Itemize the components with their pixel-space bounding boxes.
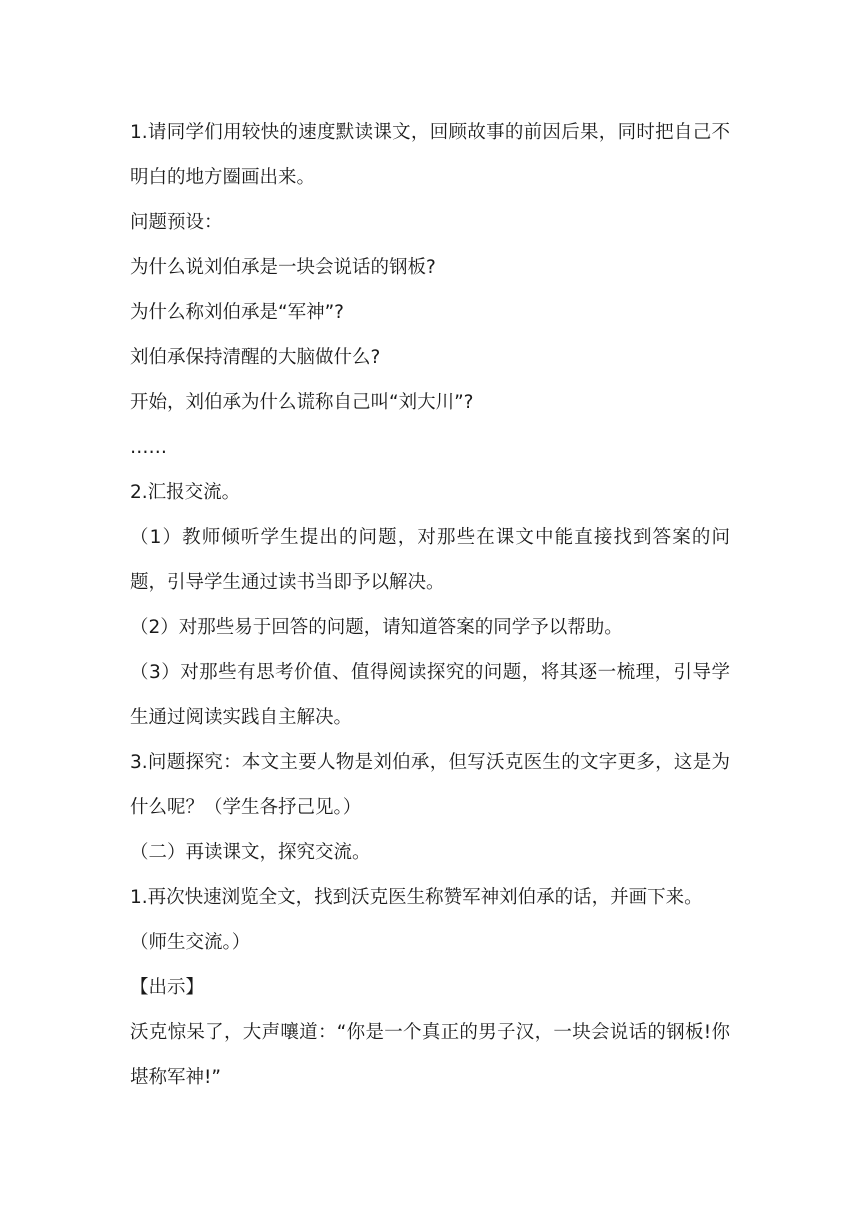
paragraph-9: （1）教师倾听学生提出的问题，对那些在课文中能直接找到答案的问题，引导学生通过读书当即予以解决。 bbox=[130, 527, 730, 593]
paragraph-1: 1.请同学们用较快的速度默读课文，回顾故事的前因后果，同时把自己不明白的地方圈画出来。 bbox=[130, 122, 730, 188]
paragraph-2: 问题预设： bbox=[130, 212, 223, 233]
paragraph-3: 为什么说刘伯承是一块会说话的钢板? bbox=[130, 257, 436, 278]
paragraph-6: 开始，刘伯承为什么谎称自己叫“刘大川”? bbox=[130, 392, 474, 413]
paragraph-5: 刘伯承保持清醒的大脑做什么? bbox=[130, 347, 381, 368]
paragraph-17: 沃克惊呆了，大声嚷道：“你是一个真正的男子汉，一块会说话的钢板!你堪称军神!” bbox=[130, 1022, 730, 1088]
paragraph-13: （二）再读课文，探究交流。 bbox=[130, 842, 371, 863]
paragraph-12: 3.问题探究：本文主要人物是刘伯承，但写沃克医生的文字更多，这是为什么呢？（学生各抒己见。） bbox=[130, 752, 730, 818]
paragraph-11: （3）对那些有思考价值、值得阅读探究的问题，将其逐一梳理，引导学生通过阅读实践自主解决。 bbox=[130, 662, 730, 728]
paragraph-7: …… bbox=[130, 437, 167, 458]
paragraph-8: 2.汇报交流。 bbox=[130, 482, 241, 503]
paragraph-4: 为什么称刘伯承是“军神”? bbox=[130, 302, 344, 323]
paragraph-16: 【出示】 bbox=[130, 977, 205, 998]
paragraph-15: （师生交流。） bbox=[130, 932, 251, 953]
paragraph-10: （2）对那些易于回答的问题，请知道答案的同学予以帮助。 bbox=[130, 617, 623, 638]
paragraph-14: 1.再次快速浏览全文，找到沃克医生称赞军神刘伯承的话，并画下来。 bbox=[130, 887, 703, 908]
document-body bbox=[130, 110, 730, 1100]
